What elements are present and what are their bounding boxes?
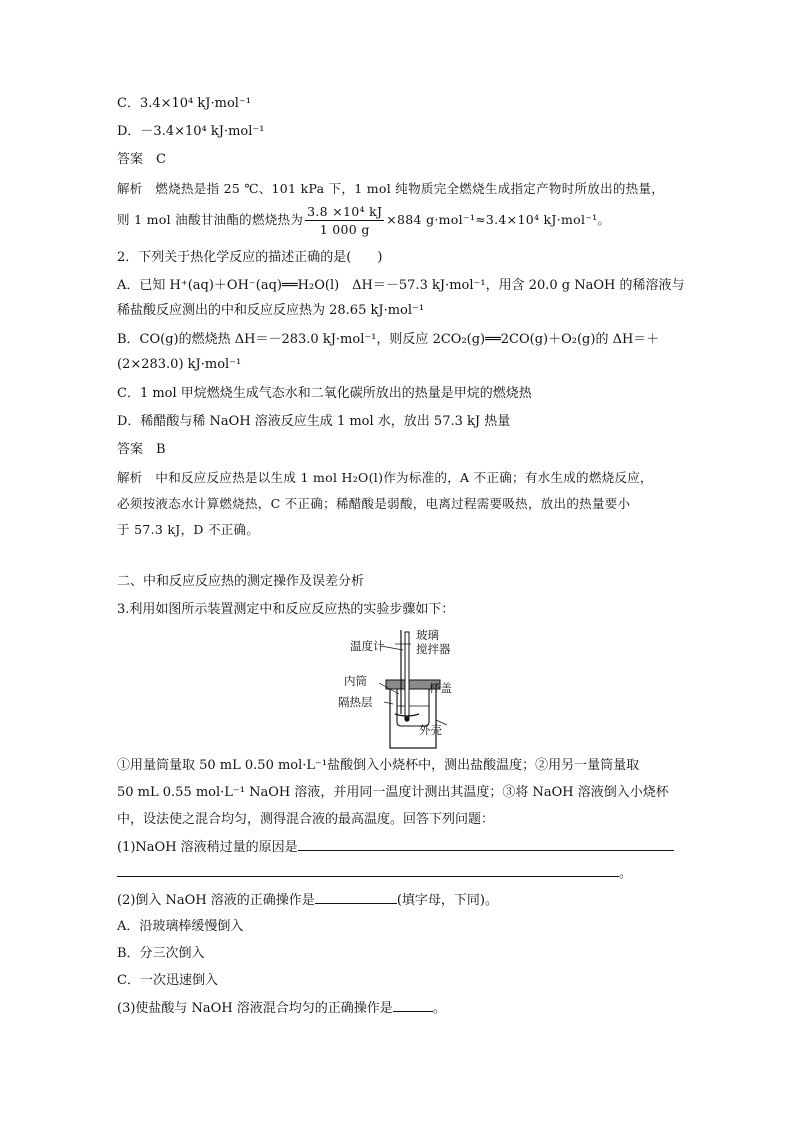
q3-sub1 (117, 838, 674, 857)
q3-sub1-continuation (117, 864, 632, 883)
q2-explanation-line1: 解析 中和反应反应热是以生成 1 mol H₂O(l)作为标准的，A 不正确；有水生成的燃烧反应， (117, 470, 653, 485)
label-insulation: 隔热层 (338, 695, 373, 709)
inner-beaker-shape (397, 689, 429, 726)
q3-sub2-option-b: B．分三次倒入 (117, 946, 205, 961)
q2-option-b-line1: B．CO(g)的燃烧热 ΔH＝－283.0 kJ·mol⁻¹，则反应 2CO₂(g)══2CO(g)＋O₂(g)的 ΔH＝＋ (117, 332, 660, 347)
answer-blank-1b[interactable] (117, 864, 619, 877)
q3-sub1-label: (1)NaOH 溶液稍过量的原因是 (117, 840, 298, 855)
q2-explanation-line2: 必须按液态水计算燃烧热，C 不正确；稀醋酸是弱酸，电离过程需要吸热，放出的热量要小 (117, 496, 631, 511)
thermometer-shape (405, 632, 409, 718)
q2-option-a-line2: 稀盐酸反应测出的中和反应反应热为 28.65 kJ·mol⁻¹ (117, 303, 425, 318)
q2-option-a-line1: A．已知 H⁺(aq)＋OH⁻(aq)══H₂O(l) ΔH＝－57.3 kJ·mol⁻¹，用含 20.0 g NaOH 的稀溶液与 (117, 278, 685, 293)
calorimeter-figure (335, 628, 455, 750)
q3-sub2-post: (填字母，下同)。 (396, 893, 498, 908)
thermometer-bulb-shape (404, 716, 409, 721)
fraction-numerator: 3.8 ×10⁴ kJ (307, 204, 383, 219)
label-glass-line1: 玻璃 (416, 628, 439, 642)
q2-option-c: C．1 mol 甲烷燃烧生成气态水和二氧化碳所放出的热量是甲烷的燃烧热 (117, 386, 532, 401)
q3-stem: 3.利用如图所示装置测定中和反应反应热的实验步骤如下： (117, 602, 455, 617)
q2-explanation-line3: 于 57.3 kJ，D 不正确。 (117, 522, 260, 537)
answer-blank-1a[interactable] (298, 838, 674, 851)
q3-sub3-pre: (3)使盐酸与 NaOH 溶液混合均匀的正确操作是 (117, 1001, 393, 1016)
fraction-denominator: 1 000 g (319, 222, 370, 237)
q3-steps-line1: ①用量筒量取 50 mL 0.50 mol·L⁻¹盐酸倒入小烧杯中，测出盐酸温度；②用另一量筒量取 (117, 758, 640, 773)
leader-insulation (384, 702, 393, 704)
q3-sub2-option-c: C．一次迅速倒入 (117, 973, 218, 988)
q3-sub2 (117, 891, 498, 910)
q3-steps-line3: 中，设法使之混合均匀，测得混合液的最高温度。回答下列问题： (117, 812, 495, 827)
q2-option-d: D．稀醋酸与稀 NaOH 溶液反应生成 1 mol 水，放出 57.3 kJ 热量 (117, 414, 511, 429)
q3-sub1-end: 。 (619, 866, 633, 881)
prev-answer: 答案 C (117, 152, 166, 167)
prev-option-d: D．－3.4×10⁴ kJ·mol⁻¹ (117, 124, 265, 139)
q2-stem: 2．下列关于热化学反应的描述正确的是( ) (117, 250, 383, 265)
q2-option-b-line2: (2×283.0) kJ·mol⁻¹ (117, 357, 242, 372)
label-shell: 外壳 (419, 723, 442, 737)
label-inner: 内筒 (344, 674, 367, 688)
label-glass-line2: 搅拌器 (416, 642, 451, 656)
q2-answer: 答案 B (117, 442, 166, 457)
prev-option-c: C．3.4×10⁴ kJ·mol⁻¹ (117, 96, 252, 111)
prev-explanation-post: ×884 g·mol⁻¹≈3.4×10⁴ kJ·mol⁻¹。 (386, 212, 611, 227)
answer-blank-3[interactable] (393, 999, 433, 1012)
section-title: 二、中和反应反应热的测定操作及误差分析 (117, 574, 365, 589)
label-lid: 杯盖 (429, 681, 452, 695)
answer-blank-2[interactable] (315, 891, 397, 904)
prev-explanation-line2 (117, 204, 610, 237)
q3-sub3 (117, 999, 446, 1018)
q3-sub3-end: 。 (432, 1001, 446, 1016)
q3-steps-line2: 50 mL 0.55 mol·L⁻¹ NaOH 溶液，并用同一温度计测出其温度；③将 NaOH 溶液倒入小烧杯 (117, 785, 669, 800)
prev-explanation-pre: 则 1 mol 油酸甘油酯的燃烧热为 (117, 212, 304, 227)
fraction (305, 204, 384, 237)
prev-explanation-line1: 解析 燃烧热是指 25 ℃、101 kPa 下，1 mol 纯物质完全燃烧生成指定产物时所放出的热量， (117, 181, 665, 196)
q3-sub2-pre: (2)倒入 NaOH 溶液的正确操作是 (117, 893, 315, 908)
q3-sub2-option-a: A．沿玻璃棒缓慢倒入 (117, 919, 244, 934)
label-thermometer: 温度计 (350, 639, 385, 653)
